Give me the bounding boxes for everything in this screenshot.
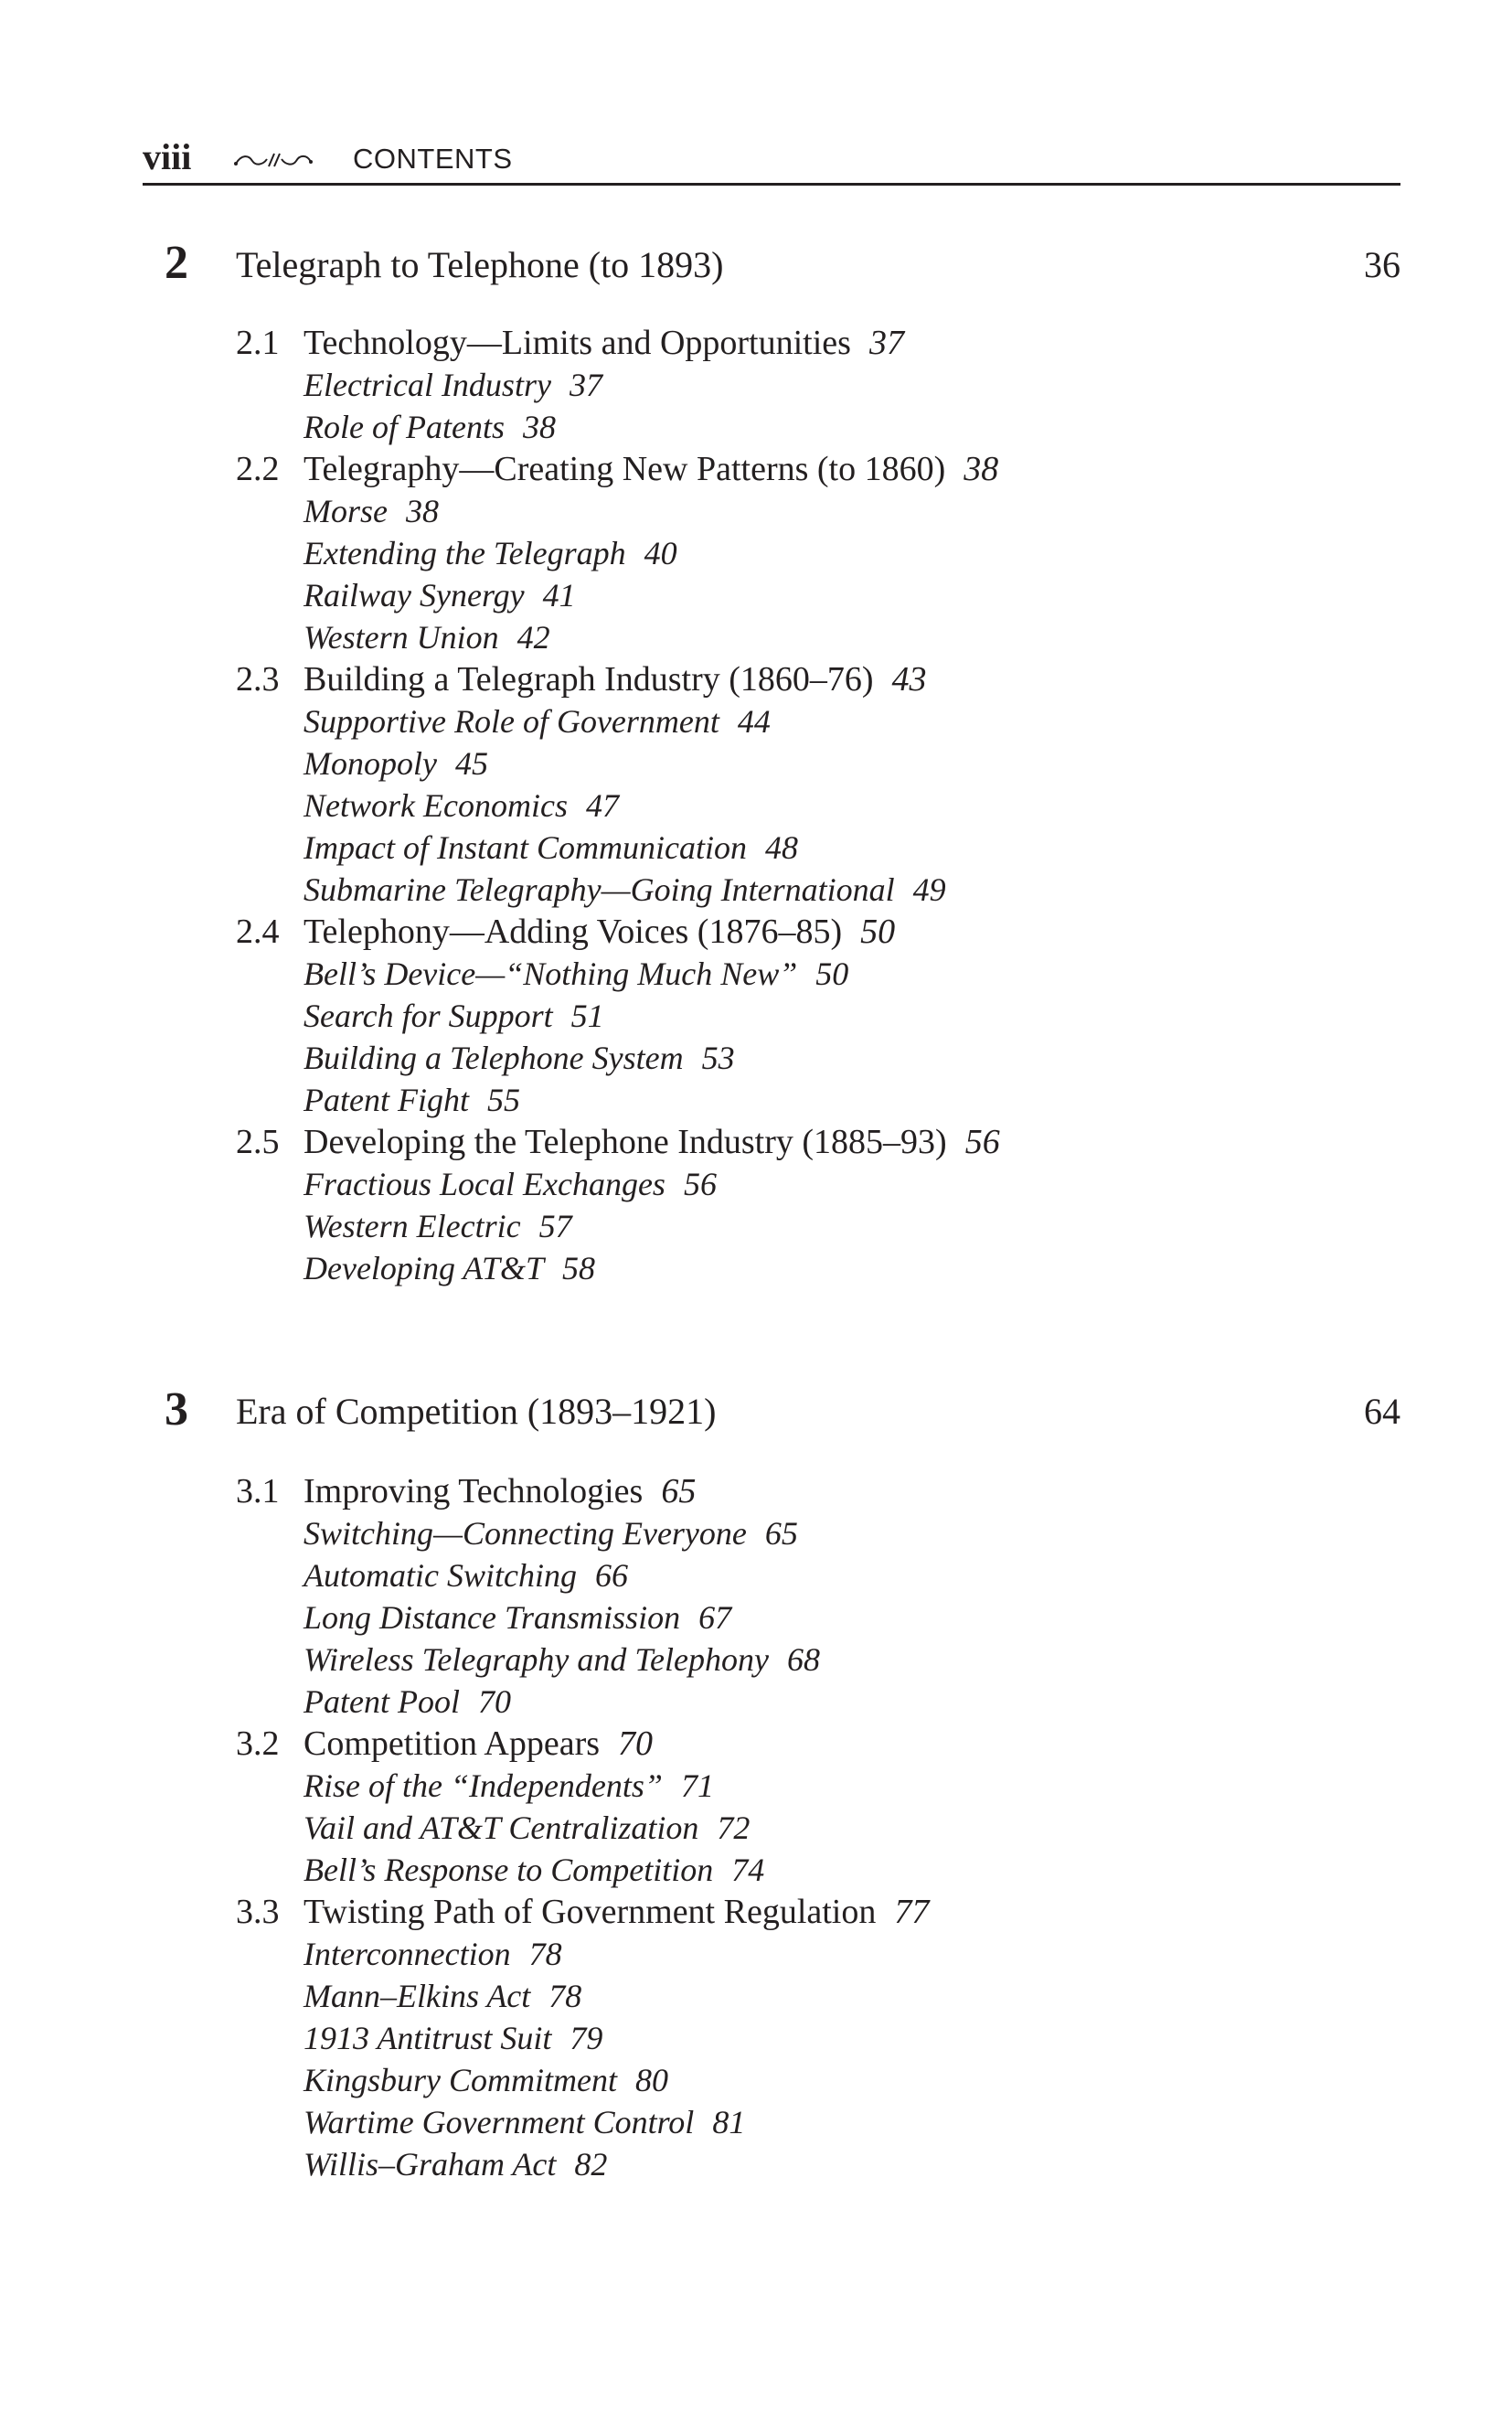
chapter-heading xyxy=(0,236,1512,291)
subsection-title: Long Distance Transmission xyxy=(303,1599,681,1636)
toc-subsection-entry xyxy=(236,995,1000,1037)
section-number: 3.1 xyxy=(236,1472,280,1510)
toc-section-entry xyxy=(236,1121,1000,1163)
page-number: 40 xyxy=(644,535,677,571)
subsection-title: Submarine Telegraphy—Going International xyxy=(303,871,895,908)
toc-section-entry xyxy=(236,1723,929,1765)
page-number: 47 xyxy=(585,787,619,824)
page-number: 58 xyxy=(562,1250,595,1286)
chapter-number: 2 xyxy=(165,237,188,289)
toc-subsection-entry xyxy=(236,827,1000,869)
subsection-title: Bell’s Response to Competition xyxy=(303,1852,714,1888)
chapter-toc-list xyxy=(236,322,1000,1289)
subsection-title: Wireless Telegraphy and Telephony xyxy=(303,1641,769,1678)
toc-subsection-entry xyxy=(236,1163,1000,1205)
page-number: 55 xyxy=(486,1082,520,1118)
toc-subsection-entry xyxy=(236,1975,929,2017)
toc-subsection-entry xyxy=(236,2059,929,2101)
page-number: 38 xyxy=(964,450,999,488)
chapter-heading xyxy=(0,1382,1512,1437)
page-number: 78 xyxy=(528,1936,562,1972)
subsection-title: Extending the Telegraph xyxy=(303,535,626,571)
chapter-page: 36 xyxy=(1364,244,1400,285)
toc-subsection-entry xyxy=(236,490,1000,532)
toc-subsection-entry xyxy=(236,532,1000,574)
subsection-title: Patent Pool xyxy=(303,1683,460,1720)
toc-section-entry xyxy=(236,322,1000,364)
subsection-title: Role of Patents xyxy=(303,409,505,445)
toc-subsection-entry xyxy=(236,2143,929,2185)
page-number: 65 xyxy=(764,1515,798,1552)
toc-subsection-entry xyxy=(236,1247,1000,1289)
section-title: Building a Telegraph Industry (1860–76) xyxy=(303,660,874,699)
page-number: 37 xyxy=(868,324,904,362)
subsection-title: Kingsbury Commitment xyxy=(303,2062,618,2098)
page-number: 51 xyxy=(570,998,604,1034)
section-number: 3.3 xyxy=(236,1893,280,1931)
page-folio: viii xyxy=(143,136,192,177)
section-title: Developing the Telephone Industry (1885–93) xyxy=(303,1123,947,1161)
toc-section-entry xyxy=(236,448,1000,490)
page-number: 43 xyxy=(891,660,927,699)
toc-subsection-entry xyxy=(236,785,1000,827)
page-number: 70 xyxy=(618,1724,654,1763)
subsection-title: Monopoly xyxy=(303,745,437,782)
section-number: 2.3 xyxy=(236,660,280,699)
page-number: 71 xyxy=(680,1767,714,1804)
toc-subsection-entry xyxy=(236,1512,929,1554)
section-title: Improving Technologies xyxy=(303,1472,644,1510)
toc-subsection-entry xyxy=(236,616,1000,658)
page-number: 72 xyxy=(717,1809,751,1846)
page-number: 57 xyxy=(538,1208,572,1244)
toc-subsection-entry xyxy=(236,1037,1000,1079)
subsection-title: Impact of Instant Communication xyxy=(303,829,747,866)
subsection-title: Automatic Switching xyxy=(303,1557,577,1594)
subsection-title: Switching—Connecting Everyone xyxy=(303,1515,747,1552)
toc-subsection-entry xyxy=(236,1765,929,1807)
page-number: 38 xyxy=(406,493,439,529)
toc-subsection-entry xyxy=(236,1681,929,1723)
subsection-title: Interconnection xyxy=(303,1936,511,1972)
page-number: 66 xyxy=(594,1557,628,1594)
section-title: Technology—Limits and Opportunities xyxy=(303,324,851,362)
toc-subsection-entry xyxy=(236,2017,929,2059)
toc-subsection-entry xyxy=(236,700,1000,742)
running-head xyxy=(143,132,1400,186)
page-number: 80 xyxy=(635,2062,669,2098)
section-title: Telephony—Adding Voices (1876–85) xyxy=(303,913,843,951)
toc-subsection-entry xyxy=(236,1079,1000,1121)
subsection-title: Rise of the “Independents” xyxy=(303,1767,663,1804)
toc-subsection-entry xyxy=(236,1596,929,1638)
subsection-title: Western Electric xyxy=(303,1208,521,1244)
subsection-title: 1913 Antitrust Suit xyxy=(303,2020,552,2056)
section-number: 2.1 xyxy=(236,324,280,362)
page-number: 44 xyxy=(737,703,771,740)
toc-section-entry xyxy=(236,658,1000,700)
section-number: 2.2 xyxy=(236,450,280,488)
toc-subsection-entry xyxy=(236,742,1000,785)
subsection-title: Morse xyxy=(303,493,388,529)
subsection-title: Mann–Elkins Act xyxy=(303,1978,531,2014)
flourish-ornament-icon xyxy=(232,150,314,170)
page-number: 78 xyxy=(548,1978,582,2014)
page-number: 65 xyxy=(661,1472,697,1510)
toc-subsection-entry xyxy=(236,364,1000,406)
subsection-title: Bell’s Device—“Nothing Much New” xyxy=(303,955,798,992)
page-number: 70 xyxy=(477,1683,511,1720)
page-number: 67 xyxy=(698,1599,732,1636)
toc-subsection-entry xyxy=(236,1554,929,1596)
subsection-title: Railway Synergy xyxy=(303,577,525,614)
toc-subsection-entry xyxy=(236,1849,929,1891)
section-title: Competition Appears xyxy=(303,1724,601,1763)
toc-subsection-entry xyxy=(236,1638,929,1681)
toc-section-entry xyxy=(236,1891,929,1933)
page-number: 45 xyxy=(454,745,488,782)
running-head-title: CONTENTS xyxy=(353,143,513,175)
page-number: 56 xyxy=(964,1123,1000,1161)
page-number: 82 xyxy=(574,2146,608,2183)
subsection-title: Wartime Government Control xyxy=(303,2104,695,2140)
subsection-title: Willis–Graham Act xyxy=(303,2146,557,2183)
subsection-title: Patent Fight xyxy=(303,1082,469,1118)
toc-subsection-entry xyxy=(236,2101,929,2143)
section-title: Telegraphy—Creating New Patterns (to 1860) xyxy=(303,450,946,488)
subsection-title: Fractious Local Exchanges xyxy=(303,1166,665,1202)
section-number: 3.2 xyxy=(236,1724,280,1763)
page-number: 79 xyxy=(570,2020,603,2056)
toc-section-entry xyxy=(236,1470,929,1512)
section-number: 2.4 xyxy=(236,913,280,951)
page-number: 68 xyxy=(786,1641,820,1678)
subsection-title: Western Union xyxy=(303,619,499,656)
page-number: 42 xyxy=(516,619,550,656)
chapter-title: Telegraph to Telephone (to 1893) xyxy=(236,244,724,285)
page-number: 49 xyxy=(912,871,946,908)
page-number: 77 xyxy=(894,1893,930,1931)
toc-subsection-entry xyxy=(236,1205,1000,1247)
page-number: 81 xyxy=(712,2104,746,2140)
subsection-title: Building a Telephone System xyxy=(303,1040,684,1076)
subsection-title: Developing AT&T xyxy=(303,1250,544,1286)
page-number: 56 xyxy=(683,1166,717,1202)
toc-subsection-entry xyxy=(236,574,1000,616)
subsection-title: Network Economics xyxy=(303,787,568,824)
chapter-page: 64 xyxy=(1364,1391,1400,1432)
toc-subsection-entry xyxy=(236,406,1000,448)
subsection-title: Vail and AT&T Centralization xyxy=(303,1809,699,1846)
section-title: Twisting Path of Government Regulation xyxy=(303,1893,877,1931)
toc-section-entry xyxy=(236,911,1000,953)
page-number: 38 xyxy=(522,409,556,445)
toc-subsection-entry xyxy=(236,1933,929,1975)
toc-subsection-entry xyxy=(236,1807,929,1849)
section-number: 2.5 xyxy=(236,1123,280,1161)
subsection-title: Supportive Role of Government xyxy=(303,703,719,740)
page-number: 50 xyxy=(815,955,849,992)
page-number: 48 xyxy=(764,829,798,866)
subsection-title: Electrical Industry xyxy=(303,367,551,403)
toc-subsection-entry xyxy=(236,869,1000,911)
chapter-title: Era of Competition (1893–1921) xyxy=(236,1391,717,1432)
page-number: 37 xyxy=(569,367,602,403)
chapter-number: 3 xyxy=(165,1383,188,1436)
page-number: 41 xyxy=(542,577,576,614)
subsection-title: Search for Support xyxy=(303,998,553,1034)
chapter-toc-list xyxy=(236,1470,929,2185)
page-number: 50 xyxy=(860,913,896,951)
toc-subsection-entry xyxy=(236,953,1000,995)
page-number: 53 xyxy=(701,1040,735,1076)
page-number: 74 xyxy=(731,1852,765,1888)
